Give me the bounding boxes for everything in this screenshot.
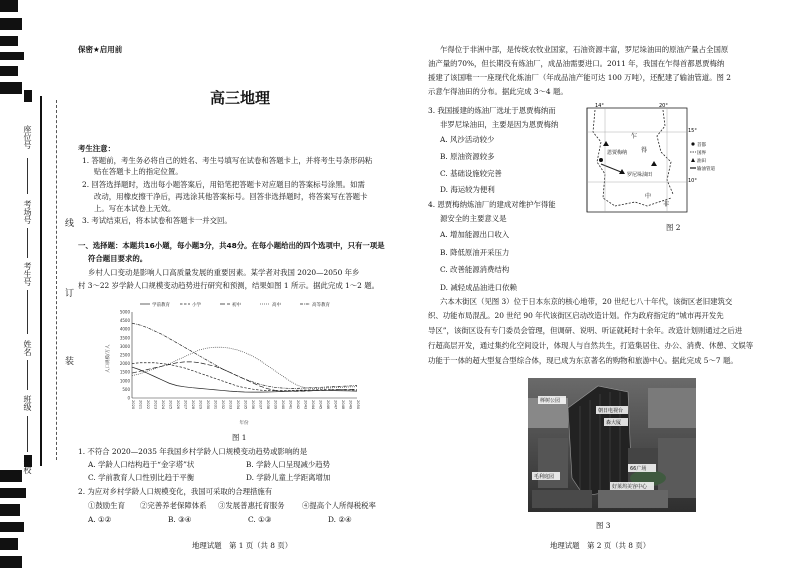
q4-option-b[interactable]: B. 降低原油开采压力 bbox=[440, 248, 510, 257]
oilfield-legend-icon bbox=[691, 158, 695, 162]
y-tick-label: 500 bbox=[122, 386, 130, 392]
passage-line: 功能于一体的超大型复合型综合体，现已成为东京著名的购物和旅游中心。据此完成 5～7 题。 bbox=[428, 356, 738, 365]
series-line-3 bbox=[132, 347, 357, 388]
legend-label: 高等教育 bbox=[312, 303, 330, 308]
map-lon-1: 14° bbox=[595, 103, 604, 109]
legend-pipeline: 输油管道 bbox=[697, 167, 715, 172]
passage-line: 援建了该国唯一一座现代化炼油厂（年成品油产能可达 100 万吨），还配建了输油管道。图 2 bbox=[428, 73, 732, 82]
q4-option-c[interactable]: C. 改善能源消费结构 bbox=[440, 265, 510, 274]
passage-line: 示意乍得油田的分布。据此完成 3～4 题。 bbox=[428, 87, 568, 96]
population-line-chart bbox=[100, 298, 365, 430]
photo-label: 66广场 bbox=[630, 466, 647, 472]
series-line-1 bbox=[132, 363, 357, 391]
photo-label: 朝日电视台 bbox=[598, 408, 624, 414]
y-tick-label: 2500 bbox=[119, 352, 130, 358]
page-1-footer: 地理试题 第 1 页（共 8 页） bbox=[192, 541, 293, 550]
map-africa-label: 非 bbox=[663, 201, 670, 208]
y-tick-label: 4500 bbox=[119, 318, 130, 324]
confidential-mark: 保密★启用前 bbox=[78, 45, 123, 54]
chad-oilfield-map bbox=[575, 102, 725, 217]
figure-1-caption: 图 1 bbox=[232, 433, 247, 442]
q2-item: ①鼓励生育 bbox=[88, 501, 125, 510]
question-2: 2. 为应对乡村学龄人口规模变化，我国可采取的合理措施有 bbox=[78, 487, 273, 496]
y-tick-label: 5000 bbox=[119, 309, 130, 315]
map-middle-label: 中 bbox=[645, 193, 652, 200]
passage-line: 油产量的70%，但长期没有炼油厂，成品油需要进口。2011 年，我国在乍得首都恩贾梅纳 bbox=[428, 59, 725, 68]
x-tick-label: 2039 bbox=[273, 400, 278, 410]
map-lat-2: 10° bbox=[688, 178, 697, 184]
question-4: 4. 恩贾梅纳炼油厂的建成对维护乍得能 bbox=[428, 200, 556, 209]
legend-label: 学前教育 bbox=[152, 303, 170, 308]
photo-label: 榉树公园 bbox=[540, 398, 561, 404]
section-heading-cont: 符合题目要求的。 bbox=[88, 254, 148, 263]
x-tick-label: 2046 bbox=[326, 400, 330, 410]
y-tick-label: 2000 bbox=[119, 361, 130, 367]
page-2-footer: 地理试题 第 2 页（共 8 页） bbox=[550, 541, 651, 550]
q2-option-b[interactable]: B. ③④ bbox=[168, 515, 192, 524]
x-tick-label: 2042 bbox=[296, 400, 300, 410]
capital-marker bbox=[599, 158, 603, 162]
q3-option-d[interactable]: D. 海运较为便利 bbox=[440, 185, 495, 194]
y-axis-label: 人口规模/万人 bbox=[106, 344, 111, 373]
x-tick-label: 2025 bbox=[168, 400, 173, 410]
q1-option-c[interactable]: C. 学前教育人口性别比趋于平衡 bbox=[88, 473, 195, 482]
x-tick-label: 2048 bbox=[341, 400, 345, 410]
x-tick-label: 2029 bbox=[198, 400, 203, 410]
y-tick-label: 3000 bbox=[119, 343, 130, 349]
notice-title: 考生注意： bbox=[78, 144, 115, 153]
x-tick-label: 2049 bbox=[348, 400, 353, 410]
series-line-2 bbox=[132, 362, 357, 391]
legend-capital: 首都 bbox=[697, 143, 706, 148]
q2-item: ③发展普惠托育服务 bbox=[218, 501, 285, 510]
q1-option-a[interactable]: A. 学龄人口结构趋于“金字塔”状 bbox=[88, 460, 195, 469]
series-line-0 bbox=[132, 367, 357, 392]
x-tick-label: 2043 bbox=[303, 400, 308, 410]
y-tick-label: 4000 bbox=[119, 326, 130, 332]
x-tick-label: 2047 bbox=[333, 400, 338, 410]
x-axis-label: 年份 bbox=[239, 421, 249, 426]
notice-line: 改动，用橡皮擦干净后，再选涂其他答案标号。回答非选择题时，将答案写在答题卡 bbox=[94, 192, 368, 201]
figure-2-caption: 图 2 bbox=[666, 223, 681, 232]
x-tick-label: 2040 bbox=[281, 400, 285, 410]
notice-line: 1. 答题前，考生务必将自己的姓名、考生号填写在试卷和答题卡上，并将考生号条形码粘 bbox=[82, 156, 373, 165]
x-tick-label: 2033 bbox=[228, 400, 233, 410]
series-line-4 bbox=[132, 323, 357, 388]
photo-label: 毛利庭园 bbox=[534, 474, 555, 480]
q2-option-a[interactable]: A. ①② bbox=[88, 515, 112, 524]
q4-option-a[interactable]: A. 增加能源出口收入 bbox=[440, 230, 510, 239]
y-tick-label: 1000 bbox=[119, 378, 130, 384]
x-tick-label: 2034 bbox=[236, 400, 240, 410]
map-field-label: 罗尼垛油田 bbox=[627, 172, 653, 178]
q1-option-d[interactable]: D. 学龄儿童上学距离增加 bbox=[246, 473, 331, 482]
passage-line: 六本木街区（见图 3）位于日本东京的核心地带，20 世纪七八十年代，该街区老旧建筑交 bbox=[440, 297, 733, 306]
x-tick-label: 2035 bbox=[243, 400, 248, 410]
notice-line: 3. 考试结束后，将本试卷和答题卡一并交回。 bbox=[82, 216, 232, 225]
x-tick-label: 2032 bbox=[221, 400, 225, 410]
question-1: 1. 不符合 2020—2035 年我国乡村学龄人口规模变动趋势或影响的是 bbox=[78, 447, 308, 456]
q4-option-d[interactable]: D. 减轻成品油进口依赖 bbox=[440, 283, 517, 292]
x-tick-label: 2023 bbox=[153, 400, 158, 410]
bind-staple-mark: 订 bbox=[63, 288, 73, 297]
q3-option-c[interactable]: C. 基础设施较完善 bbox=[440, 169, 502, 178]
legend-border: 国界 bbox=[697, 151, 706, 156]
x-tick-label: 2050 bbox=[356, 400, 360, 410]
x-tick-label: 2021 bbox=[138, 400, 143, 410]
q2-option-c[interactable]: C. ①③ bbox=[248, 515, 272, 524]
capital-legend-icon bbox=[691, 142, 694, 145]
notice-line: 贴在答题卡上的指定位置。 bbox=[94, 167, 183, 176]
notice-line: 上。写在本试卷上无效。 bbox=[94, 204, 176, 213]
q2-item: ④提高个人所得税税率 bbox=[302, 501, 376, 510]
q1-option-b[interactable]: B. 学龄人口呈现减少趋势 bbox=[246, 460, 331, 469]
question-4-cont: 源安全的主要意义是 bbox=[440, 214, 507, 223]
x-tick-label: 2044 bbox=[311, 400, 315, 410]
x-tick-label: 2027 bbox=[183, 400, 188, 410]
y-tick-label: 3500 bbox=[119, 335, 130, 341]
map-city-label: 恩贾梅纳 bbox=[607, 150, 628, 156]
question-3-cont: 非罗尼垛油田，主要是因为恩贾梅纳 bbox=[440, 120, 559, 129]
map-country-label: 乍 bbox=[631, 133, 638, 140]
figure-3-caption: 图 3 bbox=[596, 521, 611, 530]
x-tick-label: 2026 bbox=[176, 400, 180, 410]
school-label: 学校 bbox=[23, 458, 32, 474]
x-tick-label: 2020 bbox=[131, 400, 135, 410]
x-tick-label: 2037 bbox=[258, 400, 263, 410]
x-tick-label: 2038 bbox=[266, 400, 270, 410]
seat-number-label: 座位号 bbox=[23, 125, 32, 149]
y-tick-label: 1500 bbox=[119, 369, 130, 375]
q3-option-a[interactable]: A. 风沙活动较少 bbox=[440, 135, 495, 144]
passage-line: 导区”，该街区设有专门委员会管理，但调研、说明、听证就耗时十余年。改造计划则通过之后进 bbox=[428, 326, 743, 335]
photo-label: 好莱坞美容中心 bbox=[612, 484, 648, 490]
name-label: 姓名 bbox=[23, 340, 32, 356]
exam-room-label: 考场号 bbox=[23, 200, 32, 224]
map-lon-2: 20° bbox=[659, 103, 668, 109]
legend-label: 初中 bbox=[232, 303, 241, 308]
x-tick-label: 2041 bbox=[288, 400, 293, 410]
x-tick-label: 2022 bbox=[146, 400, 150, 410]
map-country-label-2: 得 bbox=[641, 147, 648, 154]
x-tick-label: 2036 bbox=[251, 400, 255, 410]
passage-line: 乍得位于非洲中部，是传统农牧业国家，石油资源丰富，罗尼垛油田的原油产量占全国原 bbox=[440, 45, 729, 54]
photo-label: 森大厦 bbox=[606, 420, 622, 426]
q3-option-b[interactable]: B. 原油资源较多 bbox=[440, 152, 495, 161]
y-tick-label: 0 bbox=[127, 395, 130, 401]
page-title: 高三地理 bbox=[210, 89, 271, 107]
bind-pack-mark: 装 bbox=[63, 356, 73, 365]
intro-line: 乡村人口变动是影响人口高质量发展的重要因素。某学者对我国 2020—2050 年乡 bbox=[88, 268, 360, 277]
passage-line: 织、功能布局混乱。20 世纪 90 年代该街区启动改造计划。作为政府指定的“城市再开发先 bbox=[428, 311, 724, 320]
legend-label: 小学 bbox=[192, 303, 201, 308]
q2-option-d[interactable]: D. ②④ bbox=[328, 515, 352, 524]
student-number-label: 考生号 bbox=[23, 262, 32, 286]
roppongi-aerial-photo bbox=[528, 378, 696, 512]
x-tick-label: 2045 bbox=[318, 400, 323, 410]
binding-strip bbox=[0, 0, 52, 579]
x-tick-label: 2024 bbox=[161, 400, 165, 410]
passage-line: 行超高层开发，通过集约化空间设计，体现人与自然共生，打造集居住、办公、消费、休憩、文娱等 bbox=[428, 341, 754, 350]
bind-line-mark: 线 bbox=[63, 218, 73, 227]
notice-line: 2. 回答选择题时，选出每小题答案后，用铅笔把答题卡对应题目的答案标号涂黑。如需 bbox=[82, 180, 365, 189]
section-heading: 一、选择题：本题共16小题，每小题3分，共48分。在每小题给出的四个选项中，只有一项是 bbox=[78, 241, 385, 250]
intro-line: 村 3～22 岁学龄人口规模变动趋势进行研究和预测，结果如图 1 所示。据此完成 1～2 题。 bbox=[78, 281, 379, 290]
map-lat-1: 15° bbox=[688, 128, 697, 134]
x-tick-label: 2031 bbox=[213, 400, 218, 410]
legend-label: 高中 bbox=[272, 303, 281, 308]
x-tick-label: 2030 bbox=[206, 400, 210, 410]
x-tick-label: 2028 bbox=[191, 400, 195, 410]
legend-oilfield: 油田 bbox=[697, 159, 706, 164]
question-3: 3. 我国援建的炼油厂选址于恩贾梅纳而 bbox=[428, 106, 556, 115]
class-label: 班级 bbox=[23, 395, 32, 411]
q2-item: ②完善养老保障体系 bbox=[140, 501, 207, 510]
